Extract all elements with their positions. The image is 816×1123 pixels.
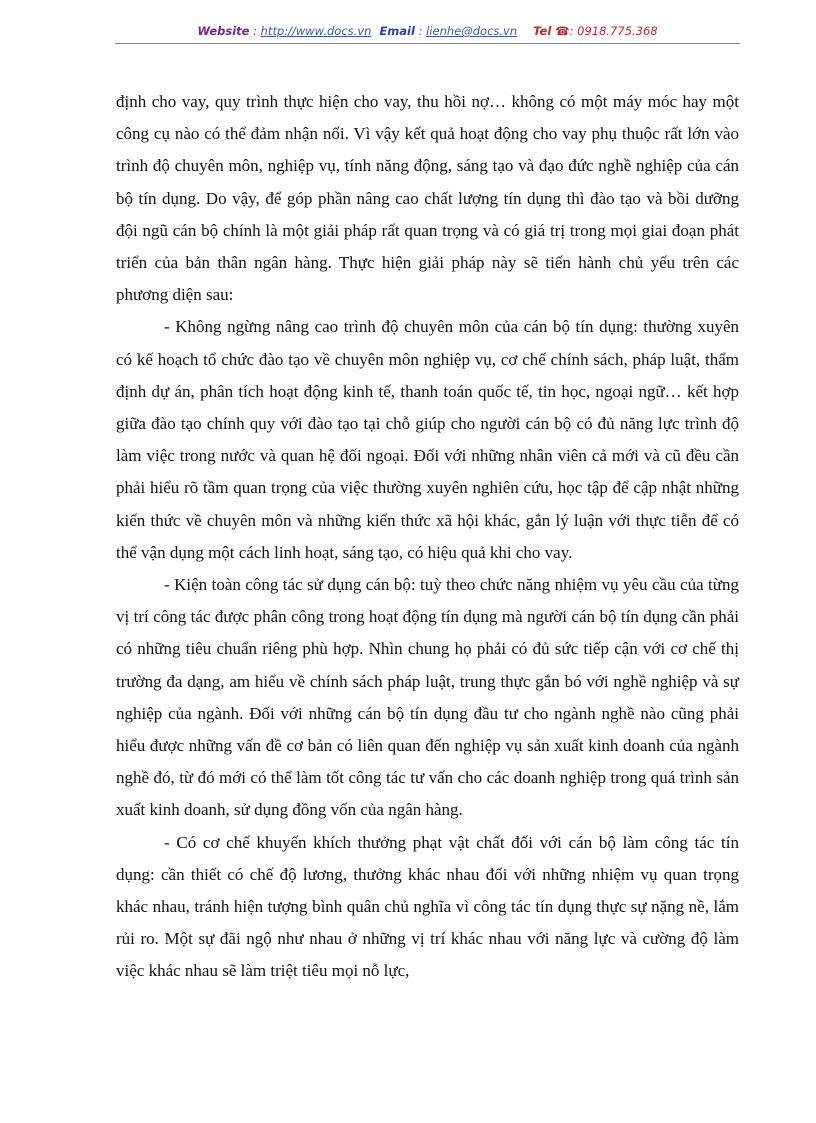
document-body xyxy=(116,86,739,988)
paragraph-bullet-incentives: - Có cơ chế khuyến khích thưởng phạt vật chất đối với cán bộ làm công tác tín dụng: cần thiết có chế độ lương, thưởng khác nhau đối với những nhiệm vụ quan trọng khác nhau, tránh hiện tượng bình quân chủ nghĩa vì công tác tín dụng thực sự nặng nề, lắm rủi ro. Một sự đãi ngộ như nhau ở những vị trí khác nhau với năng lực và cường độ làm việc khác nhau sẽ làm triệt tiêu mọi nỗ lực, xyxy=(116,832,739,981)
page-header xyxy=(115,24,740,44)
email-link[interactable]: lienhe@docs.vn xyxy=(426,24,518,38)
tel-number: : 0918.775.368 xyxy=(569,24,658,38)
paragraph-bullet-staffing: - Kiện toàn công tác sử dụng cán bộ: tuỳ theo chức năng nhiệm vụ yêu cầu của từng vị trí công tác được phân công trong hoạt động tín dụng mà người cán bộ tín dụng cần phải có những tiêu chuẩn riêng phù hợp. Nhìn chung họ phải có đủ sức tiếp cận với cơ chế thị trường đa dạng, am hiểu về chính sách pháp luật, trung thực gắn bó với nghề nghiệp và sự nghiệp của ngành. Đối với những cán bộ tín dụng đầu tư cho ngành nghề nào cũng phải hiểu được những vấn đề cơ bản có liên quan đến nghiệp vụ sản xuất kinh doanh của ngành nghề đó, từ đó mới có thể làm tốt công tác tư vấn cho các doanh nghiệp trong quá trình sản xuất kinh doanh, sử dụng đồng vốn của ngân hàng. xyxy=(116,575,739,820)
email-separator: : xyxy=(414,24,427,38)
website-separator: : xyxy=(249,24,261,38)
website-link[interactable]: http://www.docs.vn xyxy=(260,24,372,38)
email-label: Email xyxy=(379,24,415,38)
paragraph-intro: định cho vay, quy trình thực hiện cho vay, thu hồi nợ… không có một máy móc hay một công cụ nào có thể đảm nhận nổi. Vì vậy kết quả hoạt động cho vay phụ thuộc rất lớn vào trình độ chuyên môn, nghiệp vụ, tính năng động, sáng tạo và đạo đức nghề nghiệp của cán bộ tín dụng. Do vậy, để góp phần nâng cao chất lượng tín dụng thì đào tạo và bồi dưỡng đội ngũ cán bộ chính là một giải pháp rất quan trọng và có giá trị trong mọi giai đoạn phát triển của bản thân ngân hàng. Thực hiện giải pháp này sẽ tiến hành chủ yếu trên các phương diện sau: xyxy=(116,92,739,305)
header-divider xyxy=(115,43,740,44)
phone-icon: ☎ xyxy=(555,24,570,38)
paragraph-bullet-training: - Không ngừng nâng cao trình độ chuyên môn của cán bộ tín dụng: thường xuyên có kế hoạch tổ chức đào tạo về chuyên môn nghiệp vụ, cơ chế chính sách, pháp luật, thẩm định dự án, phân tích hoạt động kinh tế, thanh toán quốc tế, tin học, ngoại ngữ… kết hợp giữa đào tạo chính quy với đào tạo tại chỗ giúp cho người cán bộ có đủ năng lực trình độ làm việc trong nước và quan hệ đối ngoại. Đối với những nhân viên cả mới và cũ đều cần phải hiểu rõ tầm quan trọng của việc thường xuyên nghiên cứu, học tập để cập nhật những kiến thức về chuyên môn và những kiến thức xã hội khác, gắn lý luận với thực tiễn để có thể vận dụng một cách linh hoạt, sáng tạo, có hiệu quả khi cho vay. xyxy=(116,317,739,562)
tel-label: Tel xyxy=(533,24,552,38)
website-label: Website xyxy=(197,24,250,38)
